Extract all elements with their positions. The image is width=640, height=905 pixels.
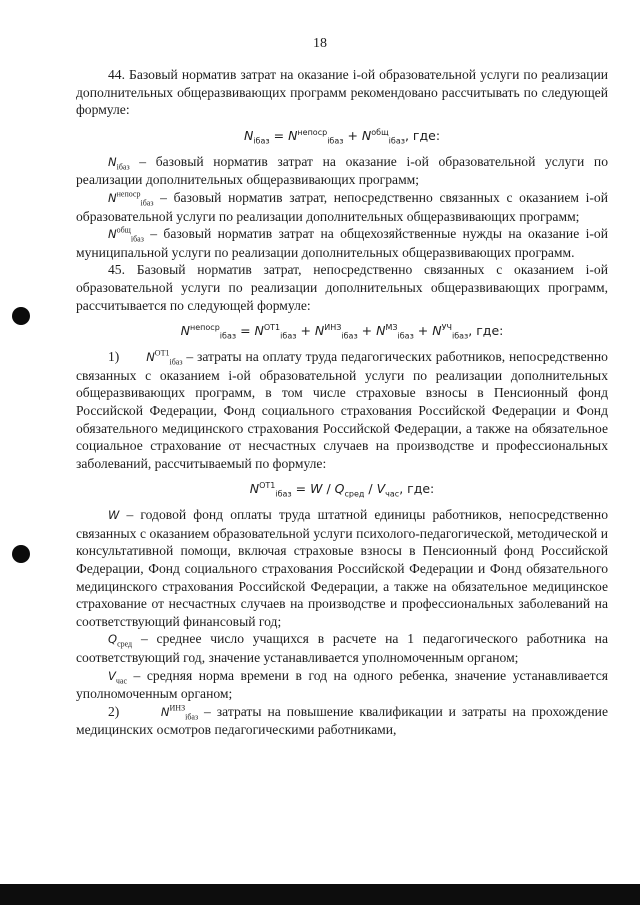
page-number: 18 bbox=[313, 36, 327, 51]
formula-base-normative: $N_{iбаз} = N^{непоср}_{iбаз} + N^{общ}_{iбаз}$, где: bbox=[243, 127, 441, 146]
paragraph-44: 44. Базовый норматив затрат на оказание i-ой образовательной услуги по реализации дополнительных общеразвивающих программ рекомендовано рассчитывать по следующей формуле: bbox=[76, 67, 608, 118]
scan-bottom-edge bbox=[0, 884, 640, 905]
document-body bbox=[76, 66, 608, 739]
item-2-training-costs: 2) $N^{ИНЗ}_{iбаз}$ – затраты на повышение квалификации и затраты на прохождение медицинских осмотров педагогическими работниками, bbox=[76, 703, 608, 738]
definition-n-base: $N_{iбаз}$ – базовый норматив затрат на оказание i-ой образовательной услуги по реализации дополнительных общеразвивающих программ; bbox=[76, 153, 608, 188]
formula-direct-costs: $N^{непоср}_{iбаз} = N^{ОТ1}_{iбаз} + N^{ИНЗ}_{iбаз} + N^{МЗ}_{iбаз} + N^{УЧ}_{iбаз}$, где: bbox=[180, 322, 504, 341]
definition-q: $Q_{сред}$ – среднее число учащихся в расчете на 1 педагогического работника на соответствующий год, значение устанавливается уполномоченным органом; bbox=[76, 631, 608, 666]
punch-hole-mark bbox=[12, 307, 30, 325]
paragraph-45: 45. Базовый норматив затрат, непосредственно связанных с оказанием i-ой образовательной услуги по реализации дополнительных общеразвивающих программ, рассчитывается по следующей формуле: bbox=[76, 262, 608, 313]
item-1-labor-costs: 1) $N^{ОТ1}_{iбаз}$ – затраты на оплату труда педагогических работников, непосредственно связанных с оказанием i-ой образовательной услуги по реализации дополнительных общеразвивающих программ, в том числе страховые взносы в Пенсионный фонд Российской Федерации, Фонд социального страхования Российской Федерации и Фонд обязательного медицинского страхования Российской Федерации, а также на обязательное социальное страхование от несчастных случаев на производстве и профессиональных заболеваний, рассчитываемый по формуле: bbox=[76, 348, 608, 471]
definition-v: $V_{час}$ – средняя норма времени в год на одного ребенка, значение устанавливается уполномоченным органом; bbox=[76, 667, 608, 702]
punch-hole-mark bbox=[12, 545, 30, 563]
formula-labor-costs: $N^{ОТ1}_{iбаз} = W / Q_{сред} / V_{час}$, где: bbox=[249, 481, 435, 499]
definition-w: W – годовой фонд оплаты труда штатной единицы работников, непосредственно связанных с оказанием образовательной услуги психолого-педагогической, методической и консультативной помощи, включая страховые взносы в Пенсионный фонд Российской Федерации, Фонд социального страхования Российской Федерации и Фонд обязательного медицинского страхования Российской Федерации, а также на обязательное медицинское страхование от несчастных случаев на производстве и профессиональных заболеваний на соответствующий финансовый год; bbox=[76, 507, 608, 629]
definition-n-obsh: $N^{общ}_{iбаз}$ – базовый норматив затрат на общехозяйственные нужды на оказание i-ой муниципальной услуги по реализации дополнительных общеразвивающих программ. bbox=[76, 225, 608, 260]
definition-n-neposr: $N^{непоср}_{iбаз}$ – базовый норматив затрат, непосредственно связанных с оказанием i-ой образовательной услуги по реализации дополнительных общеразвивающих программ; bbox=[76, 189, 608, 224]
